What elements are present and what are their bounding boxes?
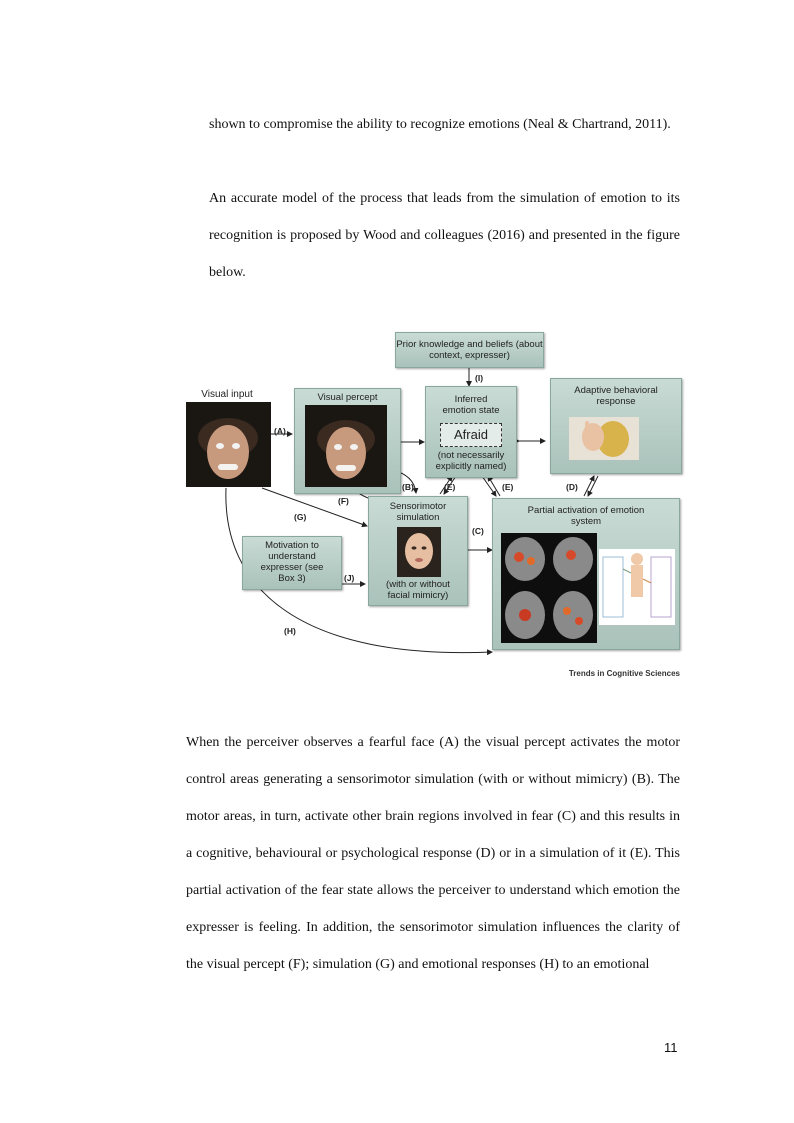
- fearful-face-image: [186, 402, 271, 487]
- afraid-label: Afraid: [440, 423, 502, 447]
- adaptive-response-label: Adaptive behavioral response: [574, 385, 658, 407]
- letter-e-2: (E): [502, 482, 514, 492]
- fearful-face-image: [305, 405, 387, 487]
- body-diagram: [599, 549, 675, 625]
- letter-i: (I): [475, 373, 484, 383]
- visual-percept-photo: [305, 405, 387, 487]
- letter-e: (E): [444, 482, 456, 492]
- brain-scans-image: [501, 533, 597, 643]
- inferred-state-line2: emotion state: [442, 405, 500, 416]
- prior-knowledge-label: Prior knowledge and beliefs (about context, expresser): [396, 339, 543, 361]
- sensorimotor-photo: [397, 527, 441, 577]
- visual-input-label: Visual input: [201, 389, 253, 400]
- visual-input-photo: [186, 402, 271, 487]
- letter-a: (A): [274, 426, 286, 436]
- woman-face-image: [397, 527, 441, 577]
- sensorimotor-label: Sensorimotor simulation: [389, 501, 447, 523]
- figure-credit: Trends in Cognitive Sciences: [568, 669, 680, 678]
- brain-scans: [501, 533, 597, 643]
- motivation-box: [242, 536, 342, 590]
- inferred-state-box: [425, 386, 517, 478]
- inferred-state-line1: Inferred: [454, 394, 488, 405]
- sensorimotor-note: (with or without facial mimicry): [386, 579, 450, 601]
- visual-percept-label: Visual percept: [317, 392, 378, 403]
- hiding-person-image: [569, 417, 639, 460]
- page-number: 11: [664, 1040, 678, 1055]
- adaptive-response-box: [550, 378, 682, 474]
- inferred-state-note: (not necessarily explicitly named): [435, 450, 507, 472]
- prior-knowledge-box: [395, 332, 544, 368]
- paragraph-text: shown to compromise the ability to recognize emotions (Neal & Chartrand, 2011).: [209, 117, 671, 132]
- partial-activation-label: Partial activation of emotion system: [527, 505, 645, 527]
- model-figure: [182, 330, 682, 680]
- letter-j: (J): [344, 573, 355, 583]
- paragraph-text: An accurate model of the process that leads from the simulation of emotion to its recognition is proposed by Wood and colleagues (2016) and presented in the figure below.: [209, 191, 680, 280]
- letter-h: (H): [284, 626, 296, 636]
- motivation-label: Motivation to understand expresser (see Box 3): [260, 540, 324, 584]
- letter-d: (D): [566, 482, 578, 492]
- letter-f: (F): [338, 496, 349, 506]
- paragraph-bottom: When the perceiver observes a fearful face (A) the visual percept activates the motor control areas generating a sensorimotor simulation (with or without mimicry) (B). The motor areas, in turn, activate other brain regions involved in fear (C) and this results in a cognitive, behavioural or psychological response (D) or in a simulation of it (E). This partial activation of the fear state allows the perceiver to understand which emotion the expresser is feeling. In addition, the sensorimotor simulation influences the clarity of the visual percept (F); simulation (G) and emotional responses (H) to an emotional: [186, 735, 680, 972]
- body-diagram-image: [599, 549, 675, 625]
- sensorimotor-box: [368, 496, 468, 606]
- letter-g: (G): [294, 512, 307, 522]
- letter-c: (C): [472, 526, 484, 536]
- adaptive-response-photo: [569, 417, 639, 460]
- visual-percept-box: [294, 388, 401, 494]
- paragraph-top-1: [209, 106, 680, 143]
- letter-b: (B): [402, 482, 414, 492]
- paragraph-top-2: [209, 180, 680, 291]
- partial-activation-box: [492, 498, 680, 650]
